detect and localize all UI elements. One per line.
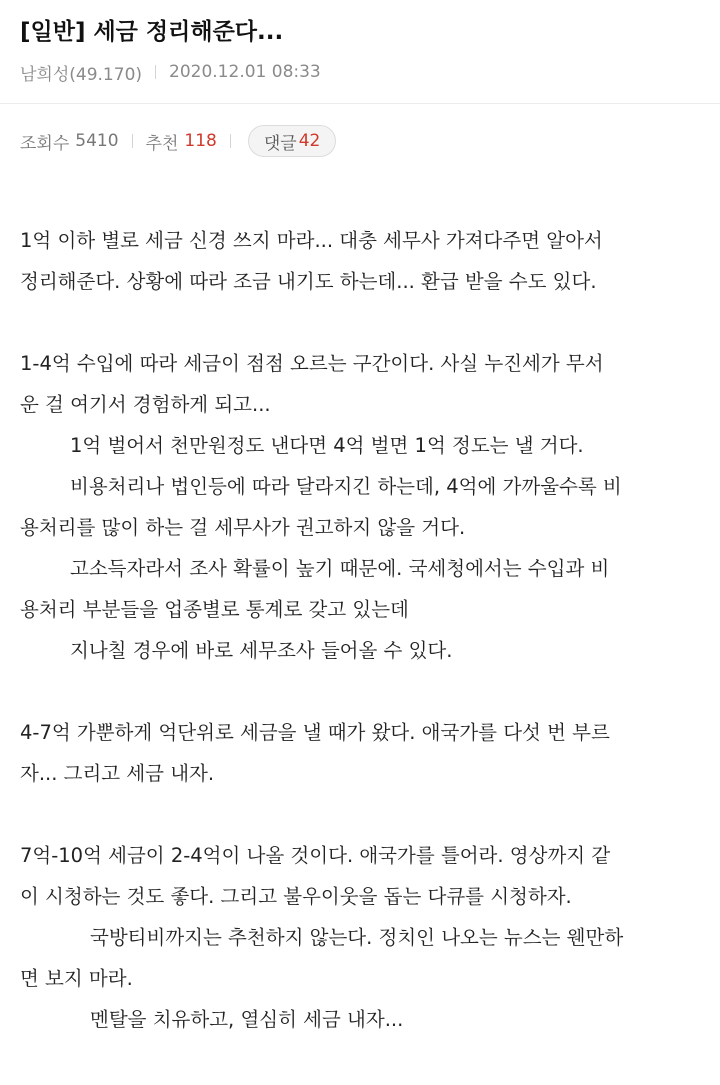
blank-line (20, 794, 710, 835)
content-line: 정리해준다. 상황에 따라 조금 내기도 하는데... 환급 받을 수도 있다. (20, 270, 597, 293)
content-line: 용처리 부분들을 업종별로 통계로 갖고 있는데 (20, 598, 409, 621)
views-count: 5410 (75, 131, 119, 151)
author-name[interactable]: 남희성(49.170) (20, 64, 143, 85)
post-content (20, 220, 710, 1040)
post-meta (20, 58, 321, 86)
views-label: 조회수 (20, 133, 70, 154)
content-line: 이 시청하는 것도 좋다. 그리고 불우이웃을 돕는 다큐를 시청하자. (20, 885, 572, 908)
content-line: 지나칠 경우에 바로 세무조사 들어올 수 있다. (70, 639, 453, 662)
post-datetime: 2020.12.01 08:33 (169, 62, 321, 82)
content-line: 고소득자라서 조사 확률이 높기 때문에. 국세청에서는 수입과 비 (70, 557, 610, 580)
content-line: 용처리를 많이 하는 걸 세무사가 권고하지 않을 거다. (20, 516, 466, 539)
comments-button[interactable] (248, 125, 337, 157)
blank-line (20, 671, 710, 712)
comments-label: 댓글 (263, 133, 297, 154)
blank-line (20, 302, 710, 343)
recommend-label: 추천 (145, 133, 179, 154)
content-line: 국방티비까지는 추천하지 않는다. 정치인 나오는 뉴스는 웬만하 (90, 926, 624, 949)
meta-divider (155, 65, 156, 79)
content-line: 7억-10억 세금이 2-4억이 나올 것이다. 애국가를 틀어라. 영상까지 같 (20, 844, 611, 867)
content-line: 1억 이하 별로 세금 신경 쓰지 마라... 대충 세무사 가져다주면 알아서 (20, 229, 603, 252)
comments-count: 42 (298, 131, 321, 151)
content-line: 면 보지 마라. (20, 967, 133, 990)
post-header (0, 0, 720, 104)
content-line: 4-7억 가뿐하게 억단위로 세금을 낼 때가 왔다. 애국가를 다섯 번 부르 (20, 721, 610, 744)
stats-divider (132, 134, 133, 148)
content-line: 자... 그리고 세금 내자. (20, 762, 215, 785)
stats-divider (230, 134, 231, 148)
recommend-count: 118 (184, 131, 217, 151)
post-stats (20, 124, 336, 158)
content-line: 비용처리나 법인등에 따라 달라지긴 하는데, 4억에 가까울수록 비 (70, 475, 622, 498)
content-line: 1-4억 수입에 따라 세금이 점점 오르는 구간이다. 사실 누진세가 무서 (20, 352, 604, 375)
content-line: 운 걸 여기서 경험하게 되고... (20, 393, 271, 416)
content-line: 멘탈을 치유하고, 열심히 세금 내자... (90, 1008, 404, 1031)
content-line: 1억 벌어서 천만원정도 낸다면 4억 벌면 1억 정도는 낼 거다. (70, 434, 584, 457)
post-title: [일반] 세금 정리해준다... (20, 19, 284, 45)
